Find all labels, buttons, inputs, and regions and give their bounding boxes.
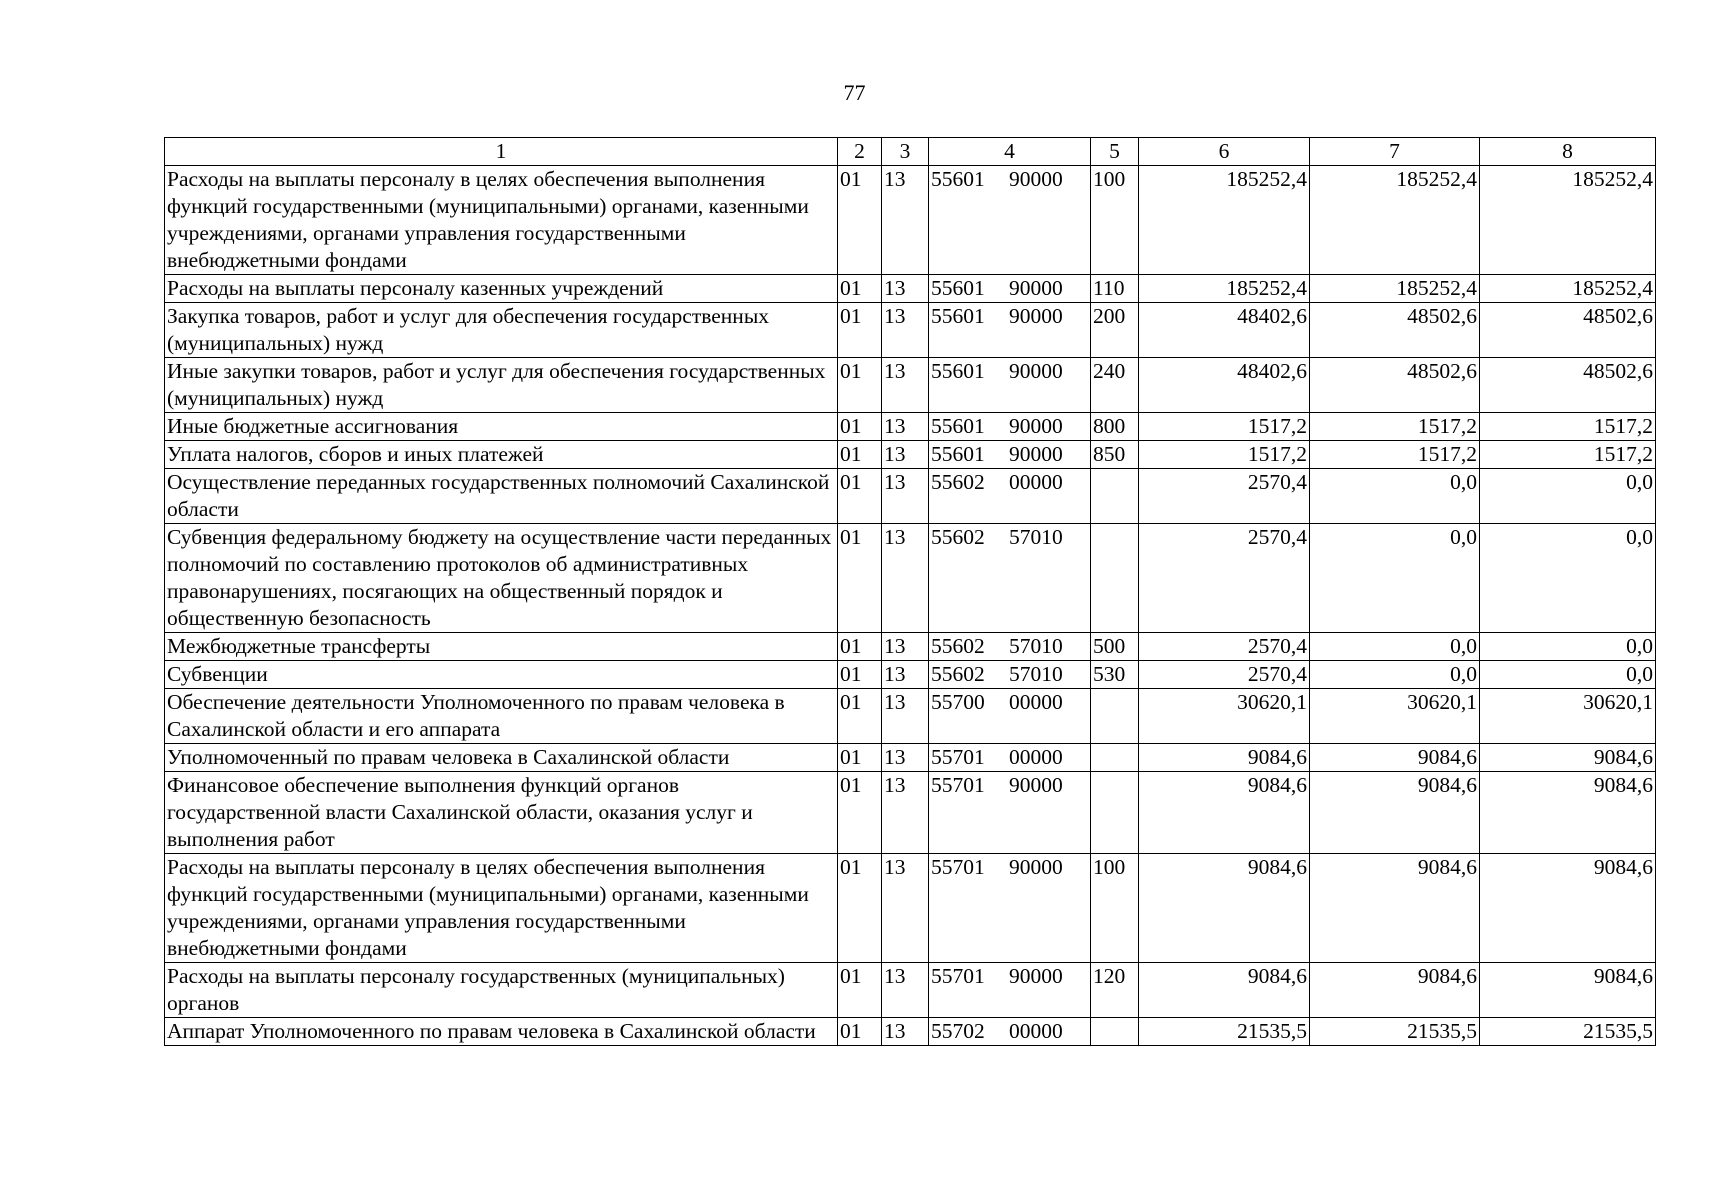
table-row <box>165 744 1656 772</box>
table-row <box>165 413 1656 441</box>
table-row <box>165 524 1656 633</box>
row-value-col6: 2570,4 <box>1139 524 1310 633</box>
article-program-code: 55701 <box>931 964 985 988</box>
row-value-col8: 185252,4 <box>1480 166 1656 275</box>
row-description: Расходы на выплаты персоналу государственных (муниципальных) органов <box>165 963 838 1018</box>
article-direction-code: 90000 <box>1009 964 1063 988</box>
article-direction-code: 90000 <box>1009 359 1063 383</box>
row-value-col7: 1517,2 <box>1310 441 1480 469</box>
article-program-code: 55601 <box>931 276 985 300</box>
row-target-article <box>929 744 1091 772</box>
header-col-2: 2 <box>838 138 882 166</box>
row-target-article <box>929 963 1091 1018</box>
article-direction-code: 57010 <box>1009 662 1063 686</box>
row-target-article <box>929 413 1091 441</box>
row-value-col6: 1517,2 <box>1139 413 1310 441</box>
row-value-col6: 2570,4 <box>1139 469 1310 524</box>
table-row <box>165 661 1656 689</box>
article-direction-code: 90000 <box>1009 442 1063 466</box>
row-description: Закупка товаров, работ и услуг для обеспечения государственных (муниципальных) нужд <box>165 303 838 358</box>
row-value-col8: 30620,1 <box>1480 689 1656 744</box>
row-section-code: 01 <box>838 275 882 303</box>
row-description: Обеспечение деятельности Уполномоченного по правам человека в Сахалинской области и его аппарата <box>165 689 838 744</box>
row-target-article <box>929 441 1091 469</box>
table-row <box>165 166 1656 275</box>
row-value-col7: 0,0 <box>1310 633 1480 661</box>
article-direction-code: 00000 <box>1009 1019 1063 1043</box>
row-description: Уплата налогов, сборов и иных платежей <box>165 441 838 469</box>
row-value-col7: 9084,6 <box>1310 963 1480 1018</box>
row-target-article <box>929 854 1091 963</box>
row-expense-type: 200 <box>1091 303 1139 358</box>
row-target-article <box>929 524 1091 633</box>
row-value-col7: 0,0 <box>1310 524 1480 633</box>
header-col-6: 6 <box>1139 138 1310 166</box>
article-program-code: 55701 <box>931 745 985 769</box>
row-section-code: 01 <box>838 689 882 744</box>
row-section-code: 01 <box>838 963 882 1018</box>
table-row <box>165 275 1656 303</box>
row-section-code: 01 <box>838 854 882 963</box>
table-row <box>165 1018 1656 1046</box>
row-value-col6: 1517,2 <box>1139 441 1310 469</box>
row-expense-type: 850 <box>1091 441 1139 469</box>
row-subsection-code: 13 <box>882 854 929 963</box>
row-section-code: 01 <box>838 469 882 524</box>
row-value-col8: 9084,6 <box>1480 744 1656 772</box>
row-value-col8: 1517,2 <box>1480 441 1656 469</box>
row-value-col7: 21535,5 <box>1310 1018 1480 1046</box>
row-value-col7: 0,0 <box>1310 469 1480 524</box>
row-expense-type <box>1091 524 1139 633</box>
row-subsection-code: 13 <box>882 358 929 413</box>
article-direction-code: 90000 <box>1009 414 1063 438</box>
row-section-code: 01 <box>838 744 882 772</box>
row-expense-type: 500 <box>1091 633 1139 661</box>
row-target-article <box>929 275 1091 303</box>
article-program-code: 55601 <box>931 359 985 383</box>
row-value-col6: 9084,6 <box>1139 854 1310 963</box>
row-value-col6: 9084,6 <box>1139 963 1310 1018</box>
table-row <box>165 469 1656 524</box>
article-program-code: 55601 <box>931 304 985 328</box>
row-subsection-code: 13 <box>882 413 929 441</box>
row-description: Субвенции <box>165 661 838 689</box>
row-section-code: 01 <box>838 524 882 633</box>
row-value-col6: 185252,4 <box>1139 275 1310 303</box>
article-program-code: 55702 <box>931 1019 985 1043</box>
table-row <box>165 633 1656 661</box>
budget-table <box>164 137 1656 1046</box>
row-subsection-code: 13 <box>882 1018 929 1046</box>
article-direction-code: 90000 <box>1009 855 1063 879</box>
row-description: Уполномоченный по правам человека в Сахалинской области <box>165 744 838 772</box>
article-direction-code: 90000 <box>1009 304 1063 328</box>
row-expense-type <box>1091 469 1139 524</box>
article-direction-code: 90000 <box>1009 773 1063 797</box>
header-col-5: 5 <box>1091 138 1139 166</box>
header-col-8: 8 <box>1480 138 1656 166</box>
article-direction-code: 90000 <box>1009 276 1063 300</box>
row-target-article <box>929 166 1091 275</box>
row-value-col6: 48402,6 <box>1139 358 1310 413</box>
article-direction-code: 57010 <box>1009 634 1063 658</box>
article-program-code: 55601 <box>931 167 985 191</box>
row-description: Иные бюджетные ассигнования <box>165 413 838 441</box>
article-program-code: 55602 <box>931 470 985 494</box>
row-value-col7: 30620,1 <box>1310 689 1480 744</box>
row-value-col8: 21535,5 <box>1480 1018 1656 1046</box>
row-subsection-code: 13 <box>882 744 929 772</box>
article-program-code: 55602 <box>931 525 985 549</box>
article-program-code: 55601 <box>931 442 985 466</box>
row-expense-type <box>1091 772 1139 854</box>
row-value-col6: 185252,4 <box>1139 166 1310 275</box>
row-subsection-code: 13 <box>882 633 929 661</box>
row-section-code: 01 <box>838 358 882 413</box>
row-description: Осуществление переданных государственных полномочий Сахалинской области <box>165 469 838 524</box>
header-col-7: 7 <box>1310 138 1480 166</box>
row-target-article <box>929 661 1091 689</box>
row-target-article <box>929 469 1091 524</box>
row-value-col8: 0,0 <box>1480 633 1656 661</box>
row-description: Финансовое обеспечение выполнения функций органов государственной власти Сахалинской области, оказания услуг и выполнения работ <box>165 772 838 854</box>
row-value-col7: 9084,6 <box>1310 744 1480 772</box>
row-section-code: 01 <box>838 661 882 689</box>
row-value-col8: 48502,6 <box>1480 358 1656 413</box>
row-expense-type <box>1091 744 1139 772</box>
row-value-col6: 9084,6 <box>1139 744 1310 772</box>
row-description: Субвенция федеральному бюджету на осуществление части переданных полномочий по составлению протоколов об административных правонарушениях, посягающих на общественный порядок и общественную безопасность <box>165 524 838 633</box>
row-section-code: 01 <box>838 303 882 358</box>
article-program-code: 55601 <box>931 414 985 438</box>
row-target-article <box>929 772 1091 854</box>
table-row <box>165 358 1656 413</box>
row-value-col7: 185252,4 <box>1310 275 1480 303</box>
row-value-col7: 9084,6 <box>1310 772 1480 854</box>
table-row <box>165 689 1656 744</box>
row-section-code: 01 <box>838 633 882 661</box>
article-program-code: 55700 <box>931 690 985 714</box>
row-value-col7: 185252,4 <box>1310 166 1480 275</box>
row-description: Расходы на выплаты персоналу казенных учреждений <box>165 275 838 303</box>
row-target-article <box>929 689 1091 744</box>
row-subsection-code: 13 <box>882 441 929 469</box>
row-section-code: 01 <box>838 413 882 441</box>
article-program-code: 55602 <box>931 662 985 686</box>
row-description: Аппарат Уполномоченного по правам человека в Сахалинской области <box>165 1018 838 1046</box>
article-direction-code: 00000 <box>1009 470 1063 494</box>
row-value-col8: 0,0 <box>1480 469 1656 524</box>
row-expense-type: 100 <box>1091 166 1139 275</box>
row-subsection-code: 13 <box>882 469 929 524</box>
row-value-col6: 48402,6 <box>1139 303 1310 358</box>
row-value-col8: 9084,6 <box>1480 772 1656 854</box>
row-value-col6: 2570,4 <box>1139 661 1310 689</box>
row-description: Расходы на выплаты персоналу в целях обеспечения выполнения функций государственными (муниципальными) органами, казенными учреждениями, органами управления государственными внебюджетными фондами <box>165 166 838 275</box>
article-direction-code: 90000 <box>1009 167 1063 191</box>
row-expense-type: 240 <box>1091 358 1139 413</box>
row-value-col8: 0,0 <box>1480 661 1656 689</box>
table-row <box>165 772 1656 854</box>
row-subsection-code: 13 <box>882 166 929 275</box>
row-subsection-code: 13 <box>882 524 929 633</box>
row-subsection-code: 13 <box>882 661 929 689</box>
header-col-1: 1 <box>165 138 838 166</box>
article-program-code: 55602 <box>931 634 985 658</box>
row-value-col8: 9084,6 <box>1480 854 1656 963</box>
row-description: Расходы на выплаты персоналу в целях обеспечения выполнения функций государственными (муниципальными) органами, казенными учреждениями, органами управления государственными внебюджетными фондами <box>165 854 838 963</box>
row-value-col6: 9084,6 <box>1139 772 1310 854</box>
row-section-code: 01 <box>838 441 882 469</box>
row-expense-type: 800 <box>1091 413 1139 441</box>
header-row <box>165 138 1656 166</box>
row-value-col7: 0,0 <box>1310 661 1480 689</box>
row-expense-type: 530 <box>1091 661 1139 689</box>
row-value-col8: 9084,6 <box>1480 963 1656 1018</box>
table-row <box>165 441 1656 469</box>
row-target-article <box>929 358 1091 413</box>
row-expense-type <box>1091 689 1139 744</box>
row-subsection-code: 13 <box>882 689 929 744</box>
row-description: Межбюджетные трансферты <box>165 633 838 661</box>
table-row <box>165 303 1656 358</box>
row-expense-type <box>1091 1018 1139 1046</box>
row-value-col6: 30620,1 <box>1139 689 1310 744</box>
row-value-col6: 2570,4 <box>1139 633 1310 661</box>
row-value-col8: 185252,4 <box>1480 275 1656 303</box>
row-target-article <box>929 633 1091 661</box>
row-section-code: 01 <box>838 1018 882 1046</box>
row-value-col8: 1517,2 <box>1480 413 1656 441</box>
row-value-col7: 9084,6 <box>1310 854 1480 963</box>
row-value-col6: 21535,5 <box>1139 1018 1310 1046</box>
row-value-col8: 0,0 <box>1480 524 1656 633</box>
header-col-3: 3 <box>882 138 929 166</box>
row-expense-type: 120 <box>1091 963 1139 1018</box>
article-direction-code: 00000 <box>1009 690 1063 714</box>
article-program-code: 55701 <box>931 855 985 879</box>
row-subsection-code: 13 <box>882 963 929 1018</box>
table-row <box>165 963 1656 1018</box>
row-value-col7: 48502,6 <box>1310 303 1480 358</box>
header-col-4: 4 <box>929 138 1091 166</box>
row-value-col7: 48502,6 <box>1310 358 1480 413</box>
row-value-col8: 48502,6 <box>1480 303 1656 358</box>
row-value-col7: 1517,2 <box>1310 413 1480 441</box>
page-number: 77 <box>843 80 866 105</box>
row-section-code: 01 <box>838 166 882 275</box>
row-description: Иные закупки товаров, работ и услуг для обеспечения государственных (муниципальных) нужд <box>165 358 838 413</box>
row-target-article <box>929 303 1091 358</box>
row-target-article <box>929 1018 1091 1046</box>
row-subsection-code: 13 <box>882 303 929 358</box>
row-expense-type: 110 <box>1091 275 1139 303</box>
article-direction-code: 57010 <box>1009 525 1063 549</box>
row-subsection-code: 13 <box>882 772 929 854</box>
table-row <box>165 854 1656 963</box>
row-subsection-code: 13 <box>882 275 929 303</box>
row-expense-type: 100 <box>1091 854 1139 963</box>
article-direction-code: 00000 <box>1009 745 1063 769</box>
row-section-code: 01 <box>838 772 882 854</box>
article-program-code: 55701 <box>931 773 985 797</box>
